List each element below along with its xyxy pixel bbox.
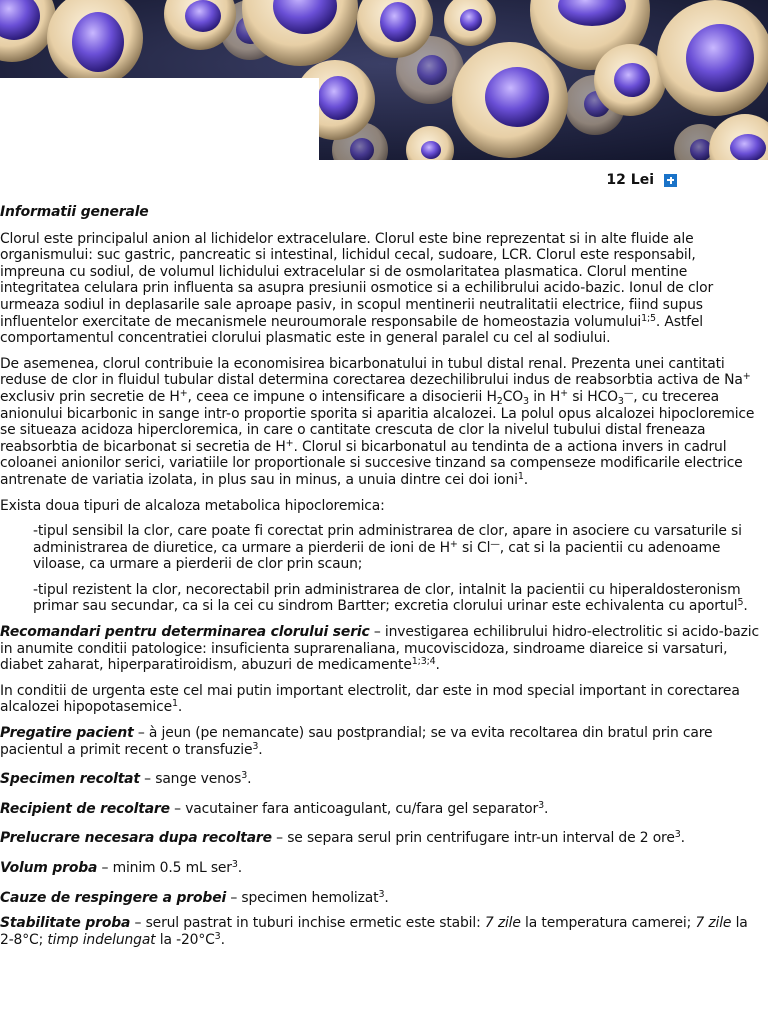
text: . Astfel comportamentul concentratiei clorului plasmatic este in general paralel cu cel al sodiului.: [0, 313, 704, 347]
text: .: [237, 860, 243, 876]
text: .: [258, 741, 263, 758]
text: .: [523, 471, 529, 488]
text-italic: 7 zile: [695, 915, 732, 932]
text: exclusiv prin secretie de H: [0, 388, 180, 405]
subscript: 2: [496, 395, 503, 407]
paragraph-bicarbonate: [0, 356, 764, 489]
section-heading-text: Informatii generale: [0, 204, 149, 220]
reference-sup: 1: [517, 470, 524, 482]
text: – à jeun (pe nemancate) sau postprandial; se va evita recoltarea din bratul prin care pacientul a primit recent o transfuzie: [0, 725, 713, 758]
text: .: [543, 800, 549, 817]
field-specimen: [0, 771, 764, 788]
text: Clorul este principalul anion al lichidelor extracelulare. Clorul este bine reprezentat si in alte fluide ale organismului: suc gastric, pancreatic si intestinal, lichidul cecal, sudoare, LCR. Clorul este responsabil, impreuna cu sodiul, de volumul lichidului extracelular si de osmolaritatea plasmatica. Clorul mentine integritatea celulara prin influenta sa asupra presiunii osmotice si a echilibrului acido-bazic. Ionul de clor urmeaza sodiul in deplasarile sale aproape pasiv, in scopul mentinerii neutralitatii electrice, fiind supus influentelor exercitate de mecanismele neuroumorale responsabile de homeostazia volumului: [0, 230, 714, 330]
field-label: Specimen recoltat: [0, 771, 140, 788]
text: .: [220, 931, 225, 948]
subscript: 3: [523, 395, 529, 407]
text: .: [743, 598, 748, 615]
text: – investigarea echilibrului hidro-electrolitic si acido-bazic in anumite conditii patologice: insuficienta suprarenaliana, mucoviscidoza, sindroame diareice si varsaturi, diabet zaharat, hiperparatiroidism, abuzuri de medicamente: [0, 624, 759, 674]
field-patient-preparation: [0, 725, 764, 758]
superscript: —: [490, 538, 500, 550]
text: .: [435, 657, 440, 674]
text: – minim 0.5 mL ser: [97, 860, 232, 876]
reference-sup: 3: [231, 859, 238, 870]
text: – specimen hemolizat: [226, 889, 379, 906]
superscript: +: [560, 387, 568, 399]
subscript: 3: [617, 395, 624, 407]
field-label: Pregatire pacient: [0, 725, 134, 742]
paragraph-emergency: [0, 683, 764, 716]
text: -tipul sensibil la clor, care poate fi corectat prin administrarea de clor, apare in asociere cu varsaturile si administrarea de diuretice, ca urmare a pierderii de ioni de H: [33, 523, 742, 556]
text-italic: 7 zile: [484, 915, 521, 932]
text: .: [247, 771, 252, 788]
price-label: 12 Lei: [606, 172, 654, 188]
list-item-chlorine-resistant: [0, 582, 764, 615]
reference-sup: 3: [538, 799, 544, 811]
field-label: Prelucrare necesara dupa recoltare: [0, 830, 272, 847]
reference-sup: 3: [214, 930, 221, 942]
text: la 2-8°C;: [0, 915, 748, 948]
section-heading: [0, 204, 764, 221]
superscript: +: [179, 387, 188, 399]
reference-sup: 1;3;4: [411, 656, 436, 668]
text: – sange venos: [139, 771, 242, 788]
text: .: [177, 699, 183, 716]
text: si Cl: [457, 539, 491, 556]
reference-sup: 5: [737, 597, 744, 609]
field-processing: [0, 830, 764, 847]
reference-sup: 3: [241, 770, 248, 782]
text: – vacutainer fara anticoagulant, cu/fara gel separator: [169, 800, 539, 817]
article-body: [0, 202, 764, 957]
field-container: [0, 801, 764, 818]
text: in H: [528, 388, 561, 405]
cells-banner-image: [0, 0, 768, 160]
add-to-cart-plus-icon[interactable]: [664, 174, 677, 187]
text: – serul pastrat in tuburi inchise ermetic este stabil:: [130, 915, 485, 932]
text: In conditii de urgenta este cel mai putin important electrolit, dar este in mod special important in corectarea alcalozei hipopotasemice: [0, 682, 740, 716]
reference-sup: 3: [252, 740, 259, 752]
text: . Clorul si bicarbonatul au tendinta de a actiona invers in cadrul coloanei anionilor serici, variatiile lor proportionale si succesive tinzand sa compenseze modificarile electrice antrenate de variatia izolata, in plus sau in minus, a unuia dintre cei doi ioni: [0, 438, 743, 488]
reference-sup: 1: [172, 698, 178, 710]
text: De asemenea, clorul contribuie la economisirea bicarbonatului in tubul distal renal. Prezenta unei cantitati reduse de clor in fluidul tubular distal determina corectarea dezechilibrului indus de reabsorbtia activa de Na: [0, 355, 743, 389]
text: – se separa serul prin centrifugare intr-un interval de 2 ore: [271, 830, 675, 847]
superscript: +: [285, 437, 294, 449]
text: CO: [502, 388, 524, 405]
paragraph-recommendations: [0, 624, 764, 674]
text: , cat si la pacientii cu adenoame viloase, ca urmare a pierderii de clor prin scaun;: [33, 539, 721, 573]
text: la -20°C: [155, 931, 215, 948]
text: .: [384, 889, 389, 906]
field-volume: [0, 860, 764, 877]
text: , ceea ce impune o intensificare a disocierii H: [187, 388, 497, 405]
price-row: [606, 172, 677, 188]
superscript: +: [449, 538, 458, 550]
text: si HCO: [567, 388, 618, 405]
list-item-chlorine-sensitive: [0, 523, 764, 573]
reference-sup: 3: [378, 888, 385, 900]
paragraph-general: [0, 231, 764, 347]
text: , cu trecerea anionului bicarbonic in sange intr-o proportie sporita si aparitia alcalozei. La polul opus alcalozei hipocloremice se situeaza acidoza hipercloremica, in care o cantitate crescuta de clor la nivelul tubului distal freneaza reabsorbtia de bicarbonat si secretia de H: [0, 388, 755, 455]
banner-blank-area: [0, 78, 319, 160]
field-label: Stabilitate proba: [0, 915, 131, 932]
reference-sup: 1;5: [641, 312, 656, 324]
text: la temperatura camerei;: [520, 915, 696, 932]
field-label: Recomandari pentru determinarea clorului seric: [0, 624, 370, 641]
text: .: [680, 830, 685, 847]
field-label: Cauze de respingere a probei: [0, 889, 227, 906]
field-label: Recipient de recoltare: [0, 800, 170, 817]
reference-sup: 3: [674, 829, 681, 841]
text: -tipul rezistent la clor, necorectabil prin administrarea de clor, intalnit la pacientii cu hiperaldosteronism primar sau secundar, ca si la cei cu sindrom Bartter; excretia clorului urinar este echivalenta cu aportul: [33, 581, 741, 615]
field-rejection: [0, 890, 764, 907]
superscript: —: [623, 387, 634, 399]
paragraph-types-intro: Exista doua tipuri de alcaloza metabolica hipocloremica:: [0, 497, 385, 514]
field-label: Volum proba: [0, 860, 98, 876]
superscript: +: [742, 371, 751, 383]
field-stability: [0, 915, 764, 948]
text-italic: timp indelungat: [47, 931, 156, 948]
